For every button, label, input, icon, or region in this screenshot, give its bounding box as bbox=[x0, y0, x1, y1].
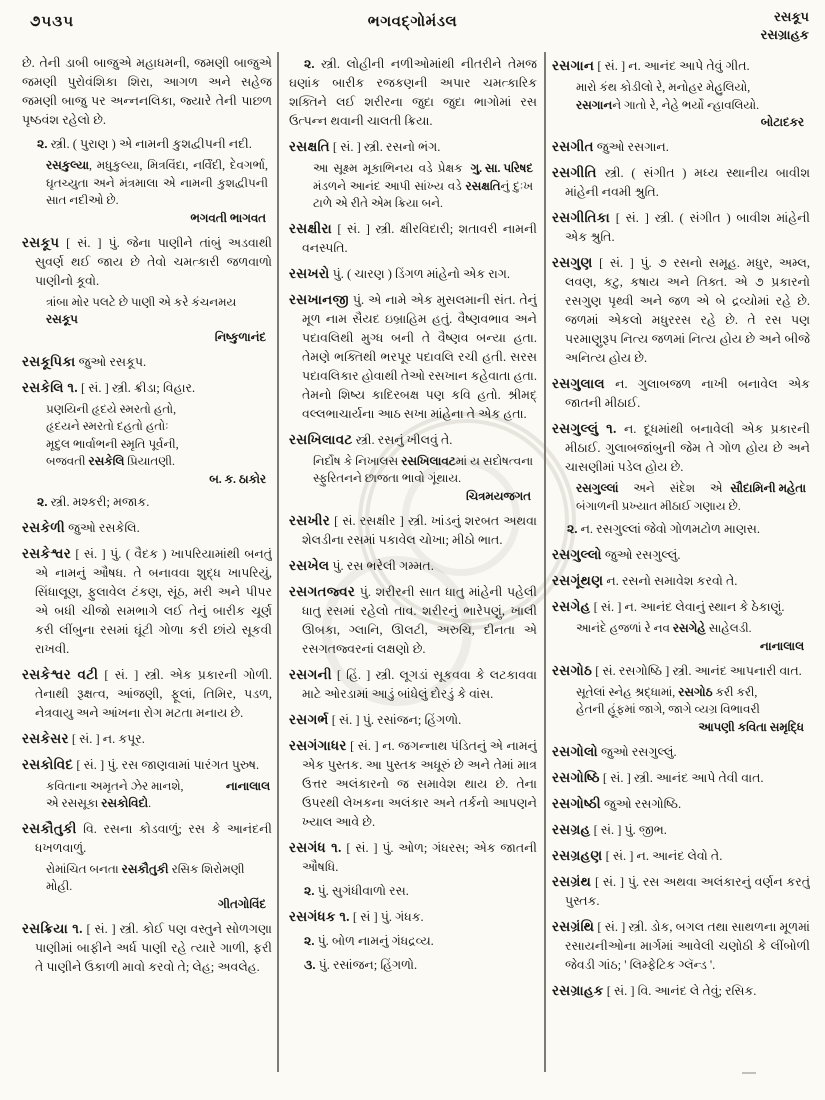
attribution: બ. ક. ઠાકોર bbox=[209, 471, 266, 486]
dictionary-entry: રસકેળી જુઓ રસકેલિ. bbox=[22, 519, 140, 535]
sense-item: ૩. પું. રસાંજન; હિંગળો. bbox=[304, 957, 418, 972]
column-divider-right bbox=[544, 52, 546, 1072]
entry-headword: રસખાનજી bbox=[289, 291, 349, 307]
dictionary-entry: રસગ્રંથ [ સં. ] પું. રસ અથવા અલંકારનું વર્ણન કરતું પુસ્તક. bbox=[552, 873, 810, 908]
dictionary-entry: રસગુલ્લો જુઓ રસગુલ્લું. bbox=[552, 547, 681, 562]
dictionary-entry: રસગુણ [ સં. ] પું. ૭ રસનો સમૂહ. મધુર, અમ્લ, લવણ, કટુ, કષાય અને તિક્ત. એ ૭ પ્રકારનો રસગુણ પૃથ્વી અને જળ એ બે દ્રવ્યોમાં રહે છે. જળમાં એકલો મધુરરસ રહે છે. તે રસ પણ પરમાણુરૂપ નિત્ય જળમાં નિત્ય હોય છે અને બીજે અનિત્ય હોય છે. bbox=[552, 255, 810, 365]
entry-headword: રસકેશ્વર bbox=[22, 545, 71, 561]
attribution: નાનાલાલ bbox=[225, 778, 270, 793]
entry-headword: રસખીર bbox=[289, 512, 330, 528]
attribution: ગુ. સા. પરિષદ bbox=[470, 161, 533, 175]
dictionary-entry: રસગીતિકા [ સં. ] સ્ત્રી. ( સંગીત ) બાવીશ માંહેની એક શ્રુતિ. bbox=[552, 210, 810, 244]
entry-headword: રસગંધ ૧. bbox=[289, 839, 342, 855]
entry-headword: રસકેસર bbox=[22, 730, 69, 746]
entry-headword: રસગ્રહ bbox=[552, 821, 591, 837]
entry-headword: રસખરો bbox=[289, 265, 330, 281]
text-column-2 bbox=[289, 50, 537, 1094]
dictionary-entry: રસગુલાલ ન. ગુલાબજળ નાખી બનાવેલ એક જાતની મીઠાઈ. bbox=[552, 376, 810, 410]
column-divider-left bbox=[277, 52, 279, 1072]
attribution: બોટાદકર bbox=[760, 115, 804, 129]
dictionary-entry: રસગૂંથણ ન. રસનો સમાવેશ કરવો તે. bbox=[552, 573, 738, 588]
dictionary-entry: રસગ્રંથિ [ સં. ] સ્ત્રી. ડોક, બગલ તથા સાથળના મૂળમાં રસાયનીઓના માર્ગમાં આવેલી ચણોઠી કે લીંબોળી જેવડી ગાંઠ; ' લિમ્ફેટિક ગ્લૅન્ડ '. bbox=[552, 918, 810, 972]
entry-headword: રસક્રિયા ૧. bbox=[22, 920, 83, 936]
dictionary-entry: રસગીત જુઓ રસગાન. bbox=[552, 139, 669, 154]
dictionary-entry: રસક્ષતિ [ સં. ] સ્ત્રી. રસનો ભંગ. bbox=[289, 139, 441, 154]
attribution: નાનાલાલ bbox=[759, 638, 804, 653]
entry-headword: રસગીતિ bbox=[552, 165, 597, 180]
dictionary-entry: રસકેસર [ સં. ] ન. કપૂર. bbox=[22, 730, 145, 746]
dictionary-entry: રસકેલિ ૧. [ સં. ] સ્ત્રી. ક્રીડા; વિહાર. bbox=[22, 379, 196, 395]
guide-words bbox=[761, 8, 809, 44]
entry-headword: રસકેળી bbox=[22, 519, 65, 535]
page-number: ૭૫૩૫ bbox=[30, 14, 75, 30]
dictionary-entry: રસગોઠ [ સં. રસગોષ્ઠિ ] સ્ત્રી. આનંદ આપનારી વાત. bbox=[552, 662, 802, 678]
dictionary-entry: રસગ્રહણ [ સં. ] ન. આનંદ લેવો તે. bbox=[552, 847, 723, 863]
entry-headword: રસકૂપ bbox=[22, 234, 60, 250]
continued-paragraph: છે. તેની ડાબી બાજુએ મહાધમની, જમણી બાજુએ જમણી પુરોવંશિકા શિરા, આગળ અને સહેજ જમણી બાજુ પર અન્નનલિકા, જ્યારે તેની પાછળ પૃષ્ઠવંશ રહેલો છે. bbox=[22, 56, 272, 127]
dictionary-entry: રસગીતિ સ્ત્રી. ( સંગીત ) મધ્ય સ્થાનીય બાવીશ માંહેની નવમી શ્રુતિ. bbox=[552, 165, 810, 199]
dictionary-entry: રસગોષ્ઠી જુઓ રસગોષ્ઠિ. bbox=[552, 795, 682, 811]
entry-headword: રસક્ષતિ bbox=[289, 139, 330, 154]
dictionary-entry: રસકોવિદ [ સં. ] પું. રસ જાણવામાં પારંગત પુરુષ. bbox=[22, 756, 260, 772]
dictionary-entry: રસક્રિયા ૧. [ સં. ] સ્ત્રી. કોઈ પણ વસ્તુને સોળગણા પાણીમાં બાફીને અર્ધ પાણી રહે ત્યારે ગાળી, ફરી તે પાણીને ઉકાળી માવો કરવો તે; લેહ; અવલેહ. bbox=[22, 920, 272, 974]
dictionary-entry: રસખેલ પું. રસ ભરેલી ગમ્મત. bbox=[289, 557, 434, 573]
guide-word-first: રસકૂપ bbox=[774, 9, 809, 24]
dictionary-entry: રસકૂપિકા જુઓ રસકૂપ. bbox=[22, 353, 147, 369]
entry-headword: રસક્ષીરા bbox=[289, 220, 332, 236]
dictionary-entry: રસક્ષીરા [ સં. ] સ્ત્રી. ક્ષીરવિદારી; શતાવરી નામની વનસ્પતિ. bbox=[289, 220, 537, 255]
citation-poem: નાનાલાલ કવિતાના અમૃતને ઝેર માનશે, એ રસસૂકા રસકોવિદો. bbox=[46, 778, 270, 810]
entry-headword: રસગંગાધર bbox=[289, 737, 347, 753]
sense-item: ૨. સ્ત્રી. લોહીની નળીઓમાંથી નીતરીને તેમજ ઘણાંક બારીક રજકણની અપાર ચમત્કારિક શક્તિને લઈ શરીરના જુદા જુદા ભાગોમાં રસ ઉત્પન્ન થવાની ચાલતી ક્રિયા. bbox=[289, 57, 537, 128]
entry-headword: રસકેલિ ૧. bbox=[22, 379, 78, 395]
attribution: સૌદામિની મહેતા bbox=[730, 481, 806, 495]
text-column-3 bbox=[552, 50, 810, 1094]
dictionary-entry: રસગુલ્લું ૧. ન. દૂધમાંથી બનાવેલી એક પ્રકારની મીઠાઈ. ગુલાબજાંબુની જેમ તે ગોળ હોય છે અને ચાસણીમાં પડેલ હોય છે. bbox=[552, 421, 810, 474]
entry-headword: રસગ્રાહક bbox=[552, 982, 604, 998]
citation-quote: સૌદામિની મહેતા રસગુલ્લાં અને સંદેશ એ બંગાળની પ્રખ્યાત મીઠાઈ ગણાય છે. bbox=[576, 481, 806, 513]
dictionary-entry: રસકૂપ [ સં. ] પું. જેના પાણીને તાંબું અડવાથી સુવર્ણ થઈ જાય છે તેવો ચમત્કારી જળવાળો પાણીનો કૂવો. bbox=[22, 234, 272, 288]
dictionary-entry: રસકૌતુકી વિ. રસના કોડવાળું; રસ કે આનંદની ધખળવાળું. bbox=[22, 820, 272, 855]
page-title: ભગવદ્ગોમંડલ bbox=[367, 14, 458, 30]
dictionary-entry: રસગ્રહ [ સં. ] પું. જીભ. bbox=[552, 821, 667, 837]
dictionary-entry: રસખીર [ સં. રસક્ષીર ] સ્ત્રી. ખાંડનું શરબત અથવા શેલડીના રસમાં પકાવેલ ચોખા; મીઠો ભાત. bbox=[289, 512, 537, 547]
entry-headword: રસગેહ bbox=[552, 599, 591, 614]
dictionary-entry: રસગર્ભ [ સં. ] પું. રસાંજન; હિંગળો. bbox=[289, 711, 462, 727]
dictionary-entry: રસગની [ હિં. ] સ્ત્રી. લૂગડાં સૂકવવા કે લટકાવવા માટે ઓરડામાં આડું બાંધેલું દોરડું કે વાંસ. bbox=[289, 666, 537, 701]
entry-headword: રસકેશ્વર વટી bbox=[22, 666, 99, 682]
attribution: ચિત્રમયજગત bbox=[466, 488, 531, 503]
attribution: નિષ્કુળાનંદ bbox=[214, 329, 266, 344]
sense-item: ૨. પું. સુગંધીવાળો રસ. bbox=[304, 883, 409, 898]
dictionary-entry: રસગેહ [ સં. ] ન. આનંદ લેવાનું સ્થાન કે ઠેકાણું. bbox=[552, 599, 785, 614]
citation-poem: રોમાંચિત બનતા રસકૌતુકી રસિક શિરોમણી મોહી. bbox=[46, 861, 245, 893]
entry-headword: રસગુલાલ bbox=[552, 376, 605, 391]
dictionary-entry: રસગંધ ૧. [ સં. ] પું. ઓળ; ગંધરસ; એક જાતની ઔષધિ. bbox=[289, 839, 537, 874]
entry-headword: રસગુણ bbox=[552, 255, 593, 270]
dictionary-entry: રસગાન [ સં. ] ન. આનંદ આપે તેવું ગીત. bbox=[552, 58, 750, 73]
sense-item: ૨. ન. રસગુલ્લાં જેવો ગોળમટોળ માણસ. bbox=[567, 522, 761, 536]
entry-headword: રસગની bbox=[289, 666, 332, 682]
entry-headword: રસગર્ભ bbox=[289, 711, 329, 727]
entry-headword: રસગૂંથણ bbox=[552, 573, 604, 588]
entry-headword: રસગ્રહણ bbox=[552, 847, 603, 863]
citation-poem: ત્રાંબા મોર પલટે છે પાણી એ કરે કંચનમય રસકૂપ bbox=[46, 294, 237, 326]
entry-headword: રસગાન bbox=[552, 58, 595, 73]
dictionary-entry: રસગ્રાહક [ સં. ] વિ. આનંદ લે તેવું; રસિક. bbox=[552, 982, 757, 998]
citation-poem: પ્રણયિની હૃદયે સ્મરતો હતો, હૃદયને સ્મરતો દહતો હતોઃ મૃદુલ ભાર્વાભની સ્મૃતિ પૂર્વની, બજવતી રસકેલિ પ્રિયાતણી. bbox=[46, 401, 179, 468]
citation-poem: સૂતેલાં સ્નેહ શ્રદ્ધામાં, રસગોઠ કરી કરી, હેતની હૂંફમાં જાગે, જાગે વ્યગ્ર વિભાવરી bbox=[576, 684, 760, 716]
entry-headword: રસખિલાવટ bbox=[289, 431, 353, 447]
entry-headword: રસગોષ્ઠિ bbox=[552, 769, 600, 785]
dictionary-entry: રસગતજ્વર પું. શરીરની સાત ધાતુ માંહેની પહેલી ધાતુ રસમાં રહેલો તાવ. શરીરનું ભારેપણું, ખાલી ઊબકા, ગ્લાનિ, ઊલટી, અરુચિ, દીનતા એ રસગતજ્વરનાં લક્ષણો છે. bbox=[289, 583, 537, 656]
dictionary-entry: રસકેશ્વર [ સં. ] પું. ( વૈદક ) ખાપરિયામાંથી બનતું એ નામનું ઔષધ. તે બનાવવા શુદ્ધ ખાપરિયું, સિંધાલૂણ, ફુલાવેલ ટંકણ, સૂંઠ, મરી અને પીપર એ બધી ચીજો સમભાગે લઈ તેનું બારીક ચૂર્ણ કરી લીંબુના રસમાં ઘૂંટી ગોળા કરી છાંયે સૂકવી રાખવી. bbox=[22, 545, 272, 656]
entry-headword: રસકૌતુકી bbox=[22, 820, 77, 836]
entry-headword: રસગીતિકા bbox=[552, 210, 610, 225]
attribution: ભગવતી ભાગવત bbox=[190, 210, 266, 225]
citation-quote: નિર્દોષ કે નિખાલસ રસખિલાવટમાં ય સદોષત્વના સ્ફુરિતનને છાજતા ભાવો ગૂંથાય. bbox=[313, 453, 533, 485]
entry-headword: રસખેલ bbox=[289, 557, 330, 573]
entry-headword: રસગોષ્ઠી bbox=[552, 795, 601, 811]
citation-quote: રસકુલ્યા, મધુકુલ્યા, મિત્રવિંદા, નર્વિંદી, દેવગર્ભા, ઘૃતચ્યુતા અને મંત્રમાલા એ નામની કુશદ્વીપની સાત નદીઓ છે. bbox=[46, 158, 268, 207]
dictionary-entry: રસખરો પું. ( ચારણ ) ડિંગળ માંહેનો એક રાગ. bbox=[289, 265, 511, 281]
citation-quote: ગુ. સા. પરિષદ આ સૂક્ષ્મ મૂકાભિનય વડે પ્રેક્ષક મંડળને આનંદ આપી સાંખ્ય વડે રસક્ષતિનું દુઃખ ટાળે એ રીતે એમ ક્રિયા બને. bbox=[313, 161, 534, 210]
sense-item: ૨. પું. બોળ નામનું ગંધદ્રવ્ય. bbox=[304, 933, 434, 948]
dictionary-entry: રસકેશ્વર વટી [ સં. ] સ્ત્રી. એક પ્રકારની ગોળી. તેનાથી રૂક્ષત્વ, આંજણી, ફૂલાં, તિમિર, પડળ, નેત્રવાયુ અને આંખના રોગ મટતા મનાય છે. bbox=[22, 666, 272, 720]
entry-headword: રસગ્રંથ bbox=[552, 873, 592, 889]
dictionary-entry: રસગંધક ૧. [ સં ] પું. ગંધક. bbox=[289, 908, 424, 924]
guide-word-last: રસગ્રાહક bbox=[760, 27, 809, 42]
dictionary-entry: રસખાનજી પું. એ નામે એક મુસલમાની સંત. તેનું મૂળ નામ સૈયદ ઇબ્રાહિમ હતું. વૈષ્ણવભાવ અને પદાવલિથી મુગ્ધ બની તે વૈષ્ણવ બન્યા હતા. તેમણે ભક્તિથી ભરપૂર પદાવલિ રચી હતી. સરસ પદાવલિકાર હોવાથી તેઓ રસખાન કહેવાતા હતા. તેમનો શિષ્ય કાદિરબક્ષ પણ કવિ હતો. શ્રીમદ્ વલ્લભાચાર્યના આઠ સખા માંહેના તે એક હતા. bbox=[289, 291, 537, 421]
entry-headword: રસગતજ્વર bbox=[289, 583, 356, 599]
sense-item: ૨. સ્ત્રી. ( પુરાણ ) એ નામની કુશદ્વીપની નદી. bbox=[37, 137, 252, 151]
entry-headword: રસકૂપિકા bbox=[22, 353, 76, 369]
citation-poem: મારો કંથ કોડીલો રે, મનોહર મેહુલિયો, રસગાનને ગાતો રે, નેહે ભર્યો ન્હાવલિયો. bbox=[576, 80, 760, 112]
entry-headword: રસગંધક ૧. bbox=[289, 908, 350, 924]
sense-item: ૨. સ્ત્રી. મશ્કરી; મજાક. bbox=[37, 494, 150, 509]
entry-headword: રસગોઠ bbox=[552, 662, 593, 678]
entry-headword: રસગોલો bbox=[552, 743, 598, 759]
entry-headword: રસગુલ્લું ૧. bbox=[552, 421, 617, 436]
attribution: આપણી કવિતા સમૃદ્ધિ bbox=[698, 719, 804, 734]
attribution: ગીતગોવિંદ bbox=[218, 896, 266, 911]
entry-headword: રસકોવિદ bbox=[22, 756, 74, 772]
entry-headword: રસગ્રંથિ bbox=[552, 918, 595, 934]
text-column-1 bbox=[22, 50, 272, 1094]
entry-headword: રસગુલ્લો bbox=[552, 547, 602, 562]
dictionary-entry: રસગોષ્ઠિ [ સં. ] સ્ત્રી. આનંદ આપે તેવી વાત. bbox=[552, 769, 764, 785]
dictionary-entry: રસગોલો જુઓ રસગુલ્લું. bbox=[552, 743, 677, 759]
citation-poem: આનંદે હજળાં રે નવ રસગેહે સાહેલડી. bbox=[576, 621, 752, 635]
entry-headword: રસગીત bbox=[552, 139, 594, 154]
dictionary-entry: રસખિલાવટ સ્ત્રી. રસનું ખીલવું તે. bbox=[289, 431, 453, 447]
dictionary-entry: રસગંગાધર [ સં. ] ન. જગન્નાથ પંડિતનું એ નામનું એક પુસ્તક. આ પુસ્તક અધૂરું છે અને તેમાં માત્ર ઉત્તર અલંકારનો જ સમાવેશ થાય છે. તેના ઉપરથી લેખકના અલંકાર અને તર્કનો આપણને ખ્યાલ આવે છે. bbox=[289, 737, 537, 829]
